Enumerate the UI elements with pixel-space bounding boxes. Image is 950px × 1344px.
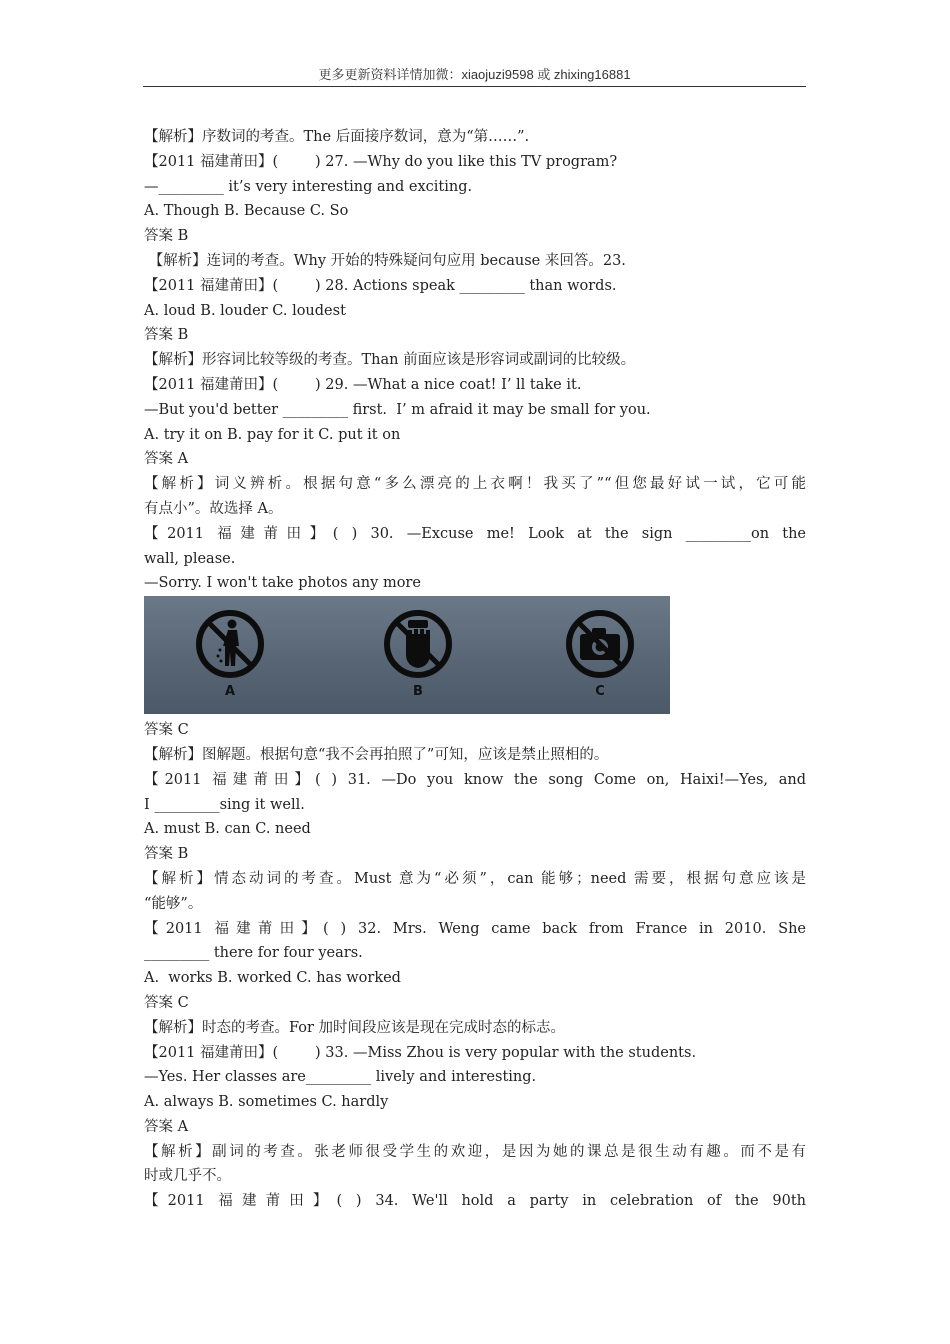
answer: 答案 B <box>144 846 189 863</box>
analysis-cont: “能够”。 <box>144 895 203 912</box>
analysis: 【解析】时态的考查。For 加时间段应该是现在完成时态的标志。 <box>144 1019 566 1036</box>
question-29: 【2011 福建莆田】( ) 29. —What a nice coat! I’ ll take it. <box>144 376 582 393</box>
options: A. loud B. louder C. loudest <box>144 302 346 319</box>
question-31: 【2011 福建莆田】( ) 31. —Do you know the song Come on, Haixi!—Yes, and <box>144 771 806 788</box>
text-line: —But you'd better _________ first. I’ m afraid it may be small for you. <box>144 401 651 418</box>
answer: 答案 A <box>144 1118 189 1135</box>
analysis: 【解析】情态动词的考查。Must 意为“必须”，can 能够；need 需要，根据句意应该是 <box>144 870 806 887</box>
text-line: —_________ it’s very interesting and exciting. <box>144 178 473 195</box>
options: A. Though B. Because C. So <box>144 203 349 220</box>
analysis-cont: 有点小”。故选择 A。 <box>144 500 283 517</box>
text-line: —Yes. Her classes are_________ lively and interesting. <box>144 1069 537 1086</box>
no-photography-sign-icon <box>564 608 636 680</box>
text-line: I _________sing it well. <box>144 796 305 813</box>
text-line: wall, please. <box>144 550 236 567</box>
answer: 答案 C <box>144 722 189 739</box>
analysis: 【解析】形容词比较等级的考查。Than 前面应该是形容词或副词的比较级。 <box>144 352 636 369</box>
answer: 答案 A <box>144 451 189 468</box>
text-line: 【解析】序数词的考查。The 后面接序数词，意为“第……”. <box>144 129 530 145</box>
analysis: 【解析】连词的考查。Why 开始的特殊疑问句应用 because 来回答。23. <box>144 252 626 269</box>
text-line: _________ there for four years. <box>144 945 363 962</box>
analysis: 【解析】副词的考查。张老师很受学生的欢迎，是因为她的课总是很生动有趣。而不是有 <box>144 1143 806 1160</box>
text-line: —Sorry. I won't take photos any more <box>144 575 421 592</box>
answer: 答案 B <box>144 327 189 344</box>
sign-figure <box>144 596 670 714</box>
options: A. try it on B. pay for it C. put it on <box>144 426 401 443</box>
answer: 答案 B <box>144 228 189 245</box>
no-littering-sign-icon <box>194 608 266 680</box>
answer: 答案 C <box>144 994 189 1011</box>
analysis: 【解析】词义辨析。根据句意“多么漂亮的上衣啊！我买了”“但您最好试一试，它可能 <box>144 476 806 493</box>
question-32: 【2011 福建莆田】( ) 32. Mrs. Weng came back from France in 2010. She <box>144 920 806 937</box>
analysis: 【解析】图解题。根据句意“我不会再拍照了”可知，应该是禁止照相的。 <box>144 746 609 763</box>
page-header: 更多更新资料详情加微：xiaojuzi9598 或 zhixing16881 <box>143 64 806 87</box>
question-28: 【2011 福建莆田】( ) 28. Actions speak _________ than words. <box>144 277 617 294</box>
question-33: 【2011 福建莆田】( ) 33. —Miss Zhou is very popular with the students. <box>144 1044 697 1061</box>
question-27: 【2011 福建莆田】( ) 27. —Why do you like this TV program? <box>144 153 618 170</box>
sign-label-a: A <box>224 684 236 700</box>
question-34: 【2011 福建莆田】( ) 34. We'll hold a party in celebration of the 90th <box>144 1193 806 1210</box>
options: A. must B. can C. need <box>144 821 311 838</box>
analysis-cont: 时或几乎不。 <box>144 1168 231 1185</box>
options: A. works B. worked C. has worked <box>144 970 401 987</box>
options: A. always B. sometimes C. hardly <box>144 1094 389 1111</box>
document-body <box>144 125 806 1214</box>
no-touching-sign-icon <box>382 608 454 680</box>
sign-label-c: C <box>595 684 605 700</box>
question-30: 【2011 福建莆田】( ) 30. —Excuse me! Look at the sign _________on the <box>144 525 806 542</box>
sign-label-b: B <box>413 684 423 700</box>
